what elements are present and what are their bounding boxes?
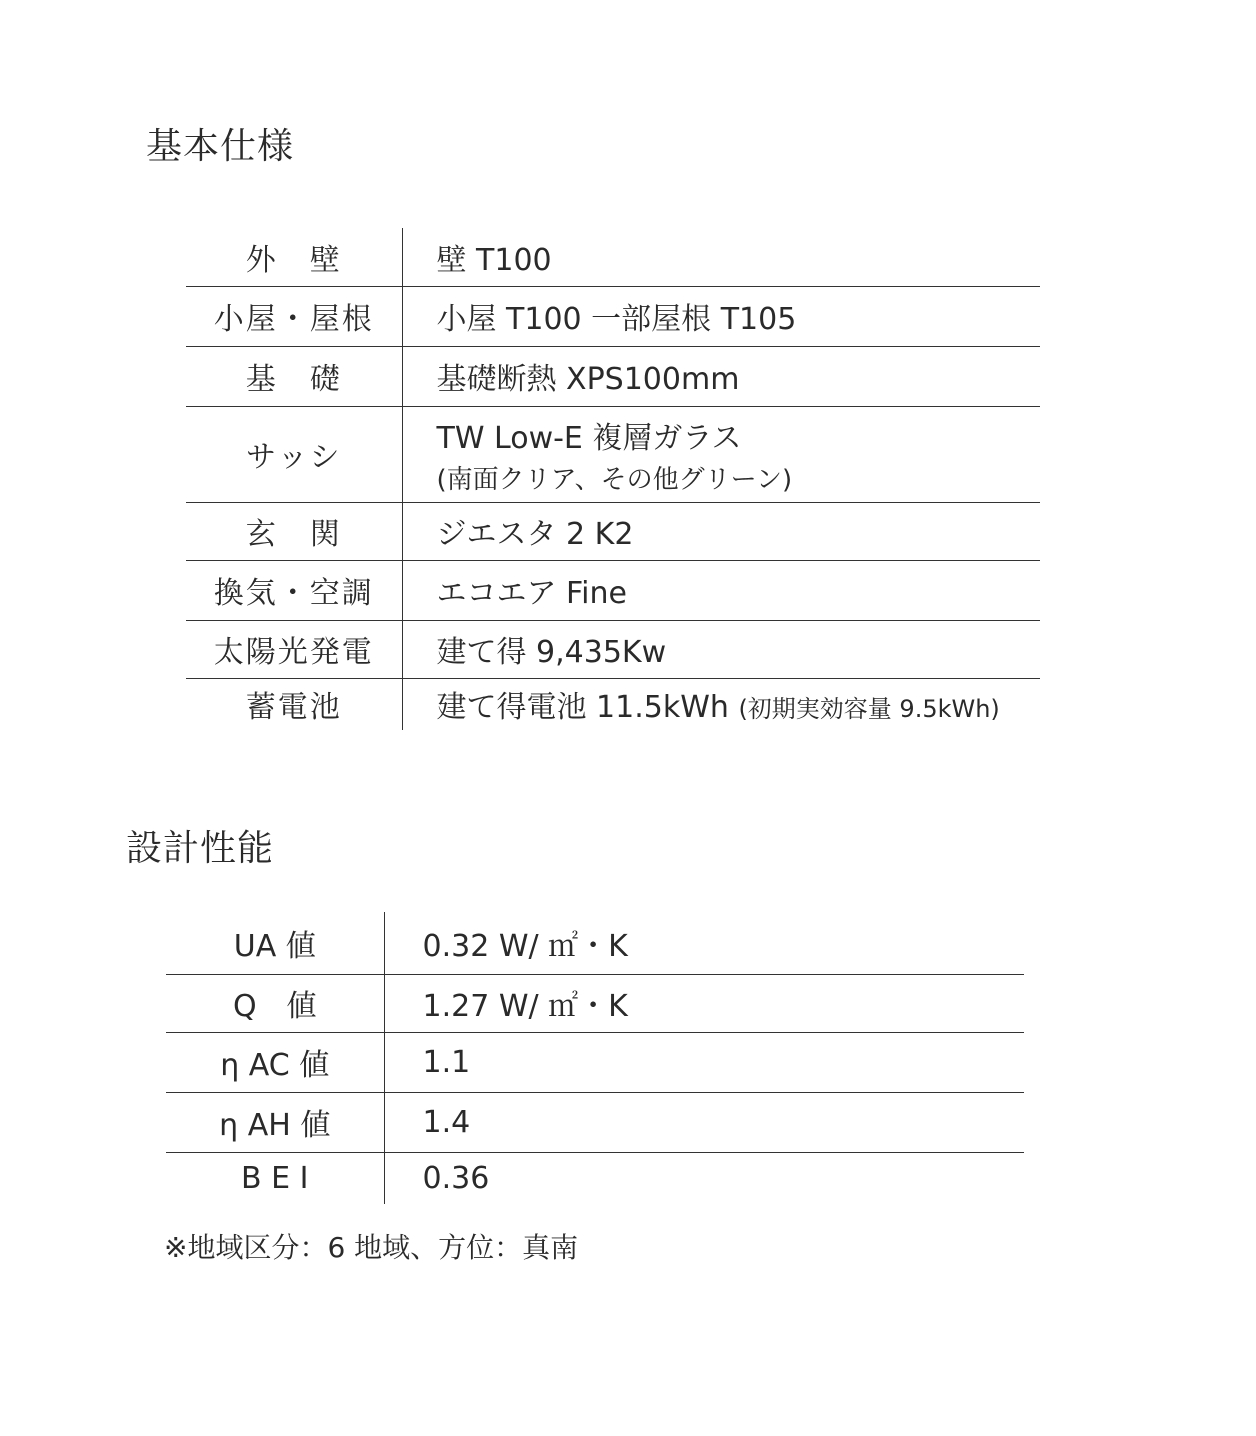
basic-spec-title: 基本仕様	[146, 126, 295, 167]
spec-row-roof	[186, 286, 1040, 346]
perf-value: 0.32 W/ ㎡・K	[422, 928, 628, 964]
basic-spec-table	[186, 228, 1040, 730]
spec-row-entrance	[186, 502, 1040, 560]
perf-label: UA 値	[166, 912, 384, 974]
spec-value-note: (初期実効容量 9.5kWh)	[738, 695, 1000, 724]
spec-label: サッシ	[186, 406, 402, 502]
perf-value: 1.1	[384, 1032, 1024, 1092]
spec-row-ventilation	[186, 560, 1040, 620]
perf-value: 1.27 W/ ㎡・K	[384, 974, 1024, 1032]
perf-value: 0.36	[384, 1152, 1024, 1204]
spec-value	[402, 406, 1040, 502]
perf-row-eta-ac	[166, 1032, 1024, 1092]
perf-row-ua	[166, 912, 1024, 974]
spec-label: 蓄電池	[186, 678, 402, 730]
spec-value: 基礎断熱 XPS100mm	[402, 346, 1040, 406]
perf-label: η AC 値	[166, 1032, 384, 1092]
spec-value-line1: TW Low-E 複層ガラス	[436, 420, 742, 456]
perf-row-bei	[166, 1152, 1024, 1204]
design-performance-title: 設計性能	[126, 828, 275, 869]
spec-value: 小屋 T100 一部屋根 T105	[402, 286, 1040, 346]
spec-label: 基 礎	[186, 346, 402, 406]
spec-label: 太陽光発電	[186, 620, 402, 678]
spec-value: ジエスタ 2 K2	[402, 502, 1040, 560]
spec-label: 外 壁	[186, 228, 402, 286]
spec-value: 壁 T100	[436, 242, 552, 278]
perf-label: B E I	[166, 1152, 384, 1204]
perf-label: η AH 値	[166, 1092, 384, 1152]
spec-value-line2: (南面クリア、その他グリーン)	[436, 464, 793, 495]
spec-label: 玄 関	[186, 502, 402, 560]
spec-row-sash	[186, 406, 1040, 502]
spec-value: エコエア Fine	[402, 560, 1040, 620]
design-performance-table	[166, 912, 1024, 1204]
spec-value-main: 建て得電池 11.5kWh	[436, 690, 729, 726]
perf-value: 1.4	[384, 1092, 1024, 1152]
spec-value: 建て得 9,435Kw	[402, 620, 1040, 678]
spec-row-foundation	[186, 346, 1040, 406]
spec-row-wall	[186, 228, 1040, 286]
perf-row-q	[166, 974, 1024, 1032]
spec-label: 換気・空調	[186, 560, 402, 620]
spec-row-solar	[186, 620, 1040, 678]
spec-label: 小屋・屋根	[186, 286, 402, 346]
perf-row-eta-ah	[166, 1092, 1024, 1152]
spec-value	[402, 678, 1040, 730]
footnote: ※地域区分：6 地域、方位：真南	[164, 1231, 579, 1264]
perf-label: Q 値	[166, 974, 384, 1032]
spec-row-battery	[186, 678, 1040, 730]
